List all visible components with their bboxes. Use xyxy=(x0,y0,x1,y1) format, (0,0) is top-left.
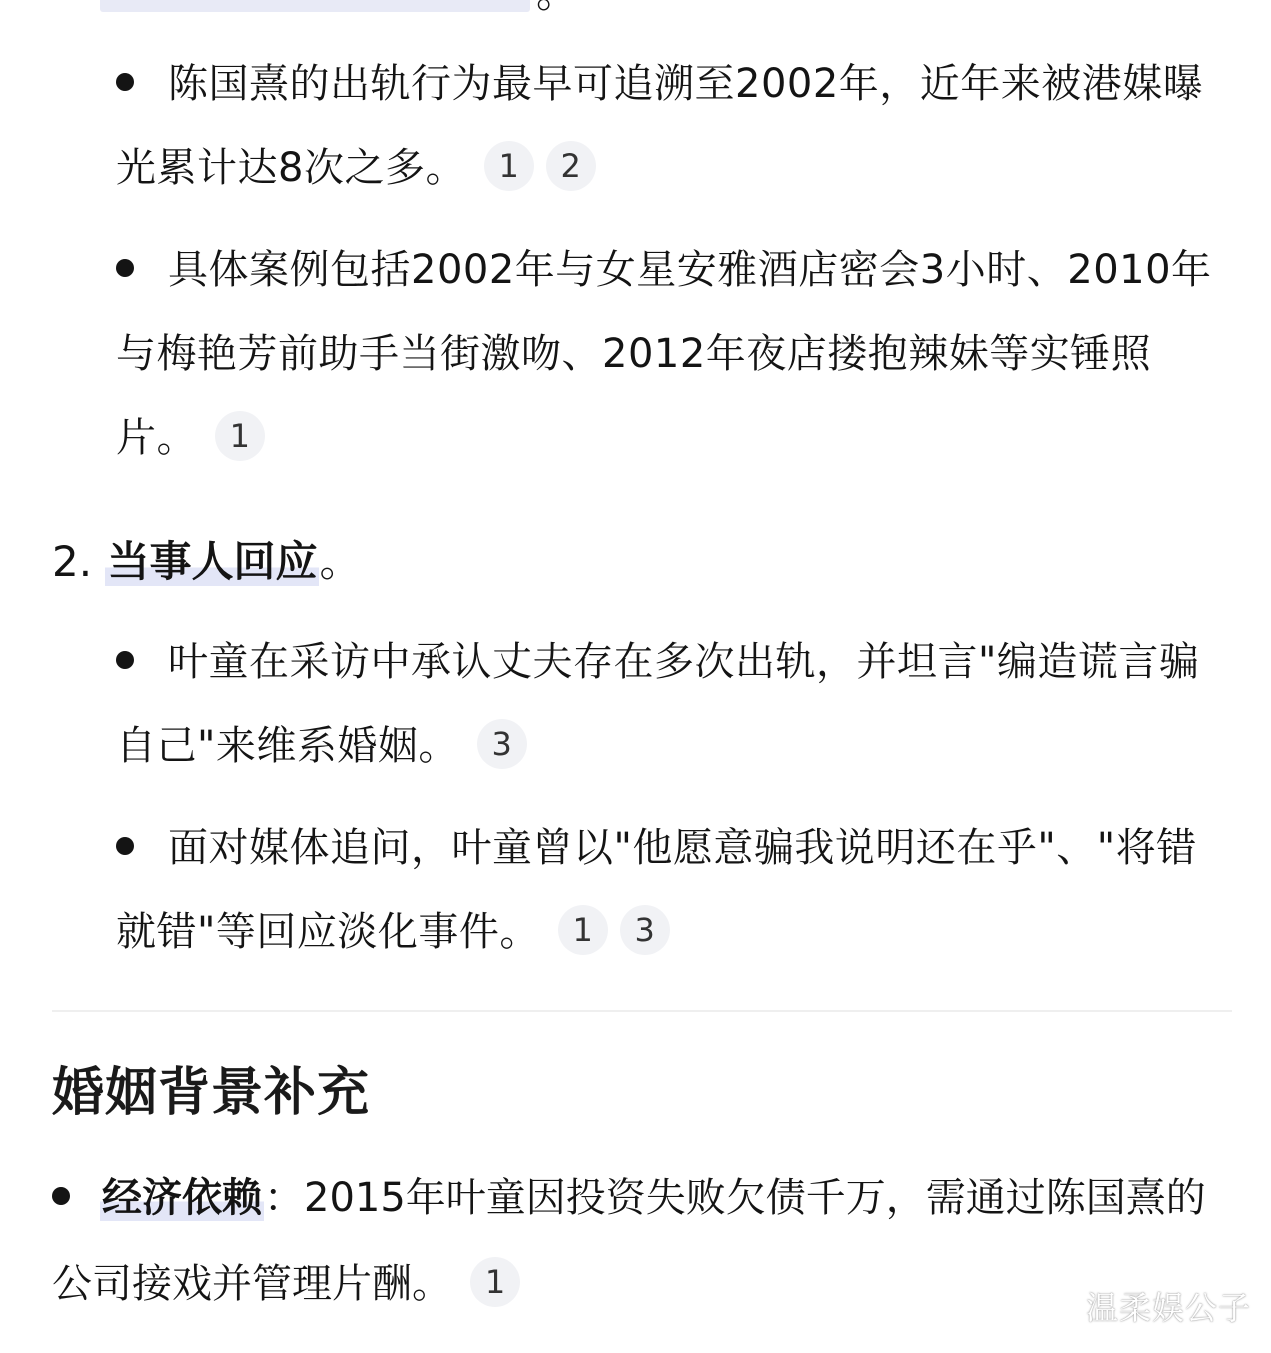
bullet-dot xyxy=(116,73,134,91)
bullet-dot xyxy=(52,1187,70,1205)
citation-badge[interactable]: 3 xyxy=(620,905,670,955)
watermark: 温柔娱公子 xyxy=(1085,1289,1251,1327)
list-item-text: 2015年叶童因投资失败欠债千万，需通过陈国熹的公司接戏并管理片酬。 xyxy=(52,1175,1206,1307)
bullet-dot xyxy=(116,259,134,277)
list-item-title[interactable]: 经济依赖 xyxy=(102,1175,262,1221)
section-heading: 婚姻背景补充 xyxy=(52,1063,371,1123)
list-item-text: 叶童在采访中承认丈夫存在多次出轨，并坦言"编造谎言骗自己"来维系婚姻。 xyxy=(116,639,1200,769)
list-item xyxy=(116,806,1216,974)
bullet-dot xyxy=(116,837,134,855)
bullet-dot xyxy=(116,651,134,669)
ordered-item-title[interactable]: 当事人回应 xyxy=(107,537,318,586)
section-divider xyxy=(52,1010,1232,1012)
citation-badge[interactable]: 1 xyxy=(215,411,265,461)
list-item xyxy=(116,228,1216,480)
ordered-list-item xyxy=(52,520,361,604)
citation-badge[interactable]: 1 xyxy=(484,141,534,191)
citation-badge[interactable]: 1 xyxy=(558,905,608,955)
top-fragment-tail xyxy=(536,0,578,14)
list-item-text: 面对媒体追问，叶童曾以"他愿意骗我说明还在乎"、"将错就错"等回应淡化事件。 xyxy=(116,825,1197,955)
list-item xyxy=(116,42,1216,210)
list-item-text: 具体案例包括2002年与女星安雅酒店密会3小时、2010年与梅艳芳前助手当街激吻、2012年夜店搂抱辣妹等实锤照片。 xyxy=(116,247,1212,461)
title-separator: ： xyxy=(264,1175,304,1221)
citation-badge[interactable]: 1 xyxy=(470,1257,520,1307)
ordered-item-tail: 。 xyxy=(319,537,362,586)
citation-badge[interactable]: 2 xyxy=(546,141,596,191)
list-item-text: 陈国熹的出轨行为最早可追溯至2002年，近年来被港媒曝光累计达8次之多。 xyxy=(116,61,1204,191)
list-item xyxy=(52,1155,1232,1327)
list-number: 2. xyxy=(52,537,93,586)
citation-badge[interactable]: 3 xyxy=(477,719,527,769)
top-highlight-fragment xyxy=(100,0,530,12)
list-item xyxy=(116,620,1216,788)
